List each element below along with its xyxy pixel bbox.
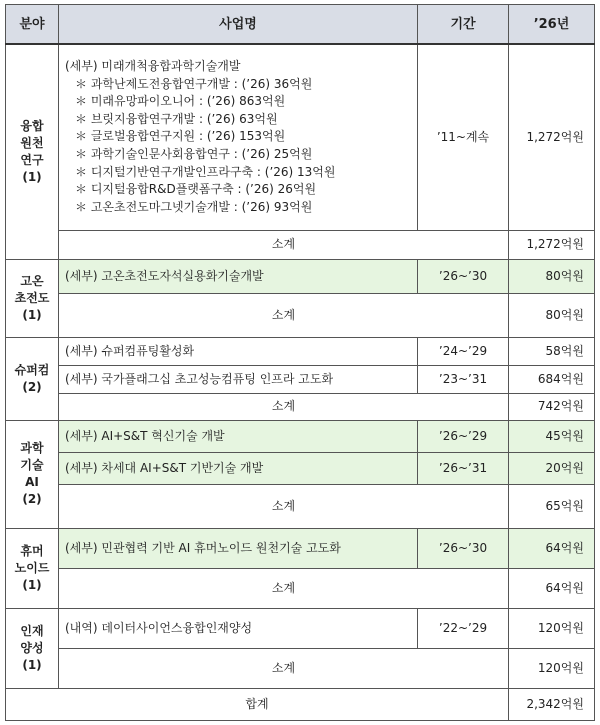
table-row xyxy=(6,44,595,230)
table-row xyxy=(6,608,595,648)
total-row xyxy=(6,688,595,720)
project-title: (세부) 미래개척융합과학기술개발 xyxy=(65,59,241,74)
sub-item: ＊ 과학난제도전융합연구개발 : (’26) 36억원 xyxy=(75,76,313,91)
period-cell: ’26~’29 xyxy=(418,420,509,452)
field-cell xyxy=(6,528,59,608)
period-cell: ’23~’31 xyxy=(418,365,509,393)
subtotal-value: 742억원 xyxy=(509,393,595,420)
period-cell: ’26~’30 xyxy=(418,528,509,568)
subtotal-row xyxy=(6,648,595,688)
subtotal-label: 소계 xyxy=(59,293,509,337)
subtotal-value: 64억원 xyxy=(509,568,595,608)
subtotal-label: 소계 xyxy=(59,568,509,608)
budget-cell: 64억원 xyxy=(509,528,595,568)
table-row xyxy=(6,365,595,393)
table-row xyxy=(6,337,595,365)
subtotal-row xyxy=(6,293,595,337)
header-project: 사업명 xyxy=(59,5,418,45)
header-field: 분야 xyxy=(6,5,59,45)
project-title: (세부) 국가플래그십 초고성능컴퓨팅 인프라 고도화 xyxy=(59,365,418,393)
total-label: 합계 xyxy=(6,688,509,720)
project-title: (세부) 고온초전도자석실용화기술개발 xyxy=(59,259,418,293)
subtotal-label: 소계 xyxy=(59,230,509,259)
subtotal-value: 120억원 xyxy=(509,648,595,688)
sub-item: ＊ 미래유망파이오니어 : (’26) 863억원 xyxy=(75,94,286,109)
subtotal-row xyxy=(6,230,595,259)
period-cell: ’11~계속 xyxy=(418,44,509,230)
sub-item: ＊ 과학기술인문사회융합연구 : (’26) 25억원 xyxy=(75,147,313,162)
field-label: 융합 원천 연구 (1) xyxy=(20,118,44,184)
sub-item: ＊ 디지털기반연구개발인프라구축 : (’26) 13억원 xyxy=(75,164,336,179)
table-row xyxy=(6,528,595,568)
budget-cell: 20억원 xyxy=(509,452,595,484)
field-label: 휴머 노이드 (1) xyxy=(14,543,50,592)
field-label: 인재 양성 (1) xyxy=(20,623,44,672)
period-cell: ’26~’31 xyxy=(418,452,509,484)
field-label: 과학 기술 AI (2) xyxy=(20,441,44,506)
table-row xyxy=(6,420,595,452)
budget-cell: 684억원 xyxy=(509,365,595,393)
budget-cell: 120억원 xyxy=(509,608,595,648)
subtotal-value: 80억원 xyxy=(509,293,595,337)
project-title: (세부) AI+S&T 혁신기술 개발 xyxy=(59,420,418,452)
sub-item: ＊ 디지털융합R&D플랫폼구축 : (’26) 26억원 xyxy=(75,182,317,197)
project-cell xyxy=(59,44,418,230)
field-cell xyxy=(6,420,59,528)
period-cell: ’24~’29 xyxy=(418,337,509,365)
sub-item: ＊ 글로벌융합연구지원 : (’26) 153억원 xyxy=(75,129,286,144)
header-period: 기간 xyxy=(418,5,509,45)
field-cell xyxy=(6,337,59,420)
field-cell xyxy=(6,259,59,337)
sub-item: ＊ 고온초전도마그넷기술개발 : (’26) 93억원 xyxy=(75,199,313,214)
subtotal-row xyxy=(6,568,595,608)
field-label: 슈퍼컴 (2) xyxy=(14,362,50,394)
budget-cell: 45억원 xyxy=(509,420,595,452)
budget-cell: 1,272억원 xyxy=(509,44,595,230)
budget-table xyxy=(5,4,595,721)
period-cell: ’22~’29 xyxy=(418,608,509,648)
project-title: (세부) 슈퍼컴퓨팅활성화 xyxy=(59,337,418,365)
project-title: (세부) 차세대 AI+S&T 기반기술 개발 xyxy=(59,452,418,484)
total-value: 2,342억원 xyxy=(509,688,595,720)
subtotal-value: 1,272억원 xyxy=(509,230,595,259)
field-label: 고온 초전도 (1) xyxy=(14,273,50,322)
project-title: (내역) 데이터사이언스융합인재양성 xyxy=(59,608,418,648)
sub-item: ＊ 브릿지융합연구개발 : (’26) 63억원 xyxy=(75,111,278,126)
table-row xyxy=(6,452,595,484)
budget-cell: 80억원 xyxy=(509,259,595,293)
header-row xyxy=(6,5,595,45)
subtotal-row xyxy=(6,393,595,420)
subtotal-label: 소계 xyxy=(59,648,509,688)
budget-cell: 58억원 xyxy=(509,337,595,365)
subtotal-value: 65억원 xyxy=(509,484,595,528)
subtotal-label: 소계 xyxy=(59,484,509,528)
field-cell xyxy=(6,44,59,259)
table-row xyxy=(6,259,595,293)
subtotal-row xyxy=(6,484,595,528)
field-cell xyxy=(6,608,59,688)
project-title: (세부) 민관협력 기반 AI 휴머노이드 원천기술 고도화 xyxy=(59,528,418,568)
period-cell: ’26~’30 xyxy=(418,259,509,293)
subtotal-label: 소계 xyxy=(59,393,509,420)
header-budget: ’26년 xyxy=(509,5,595,45)
